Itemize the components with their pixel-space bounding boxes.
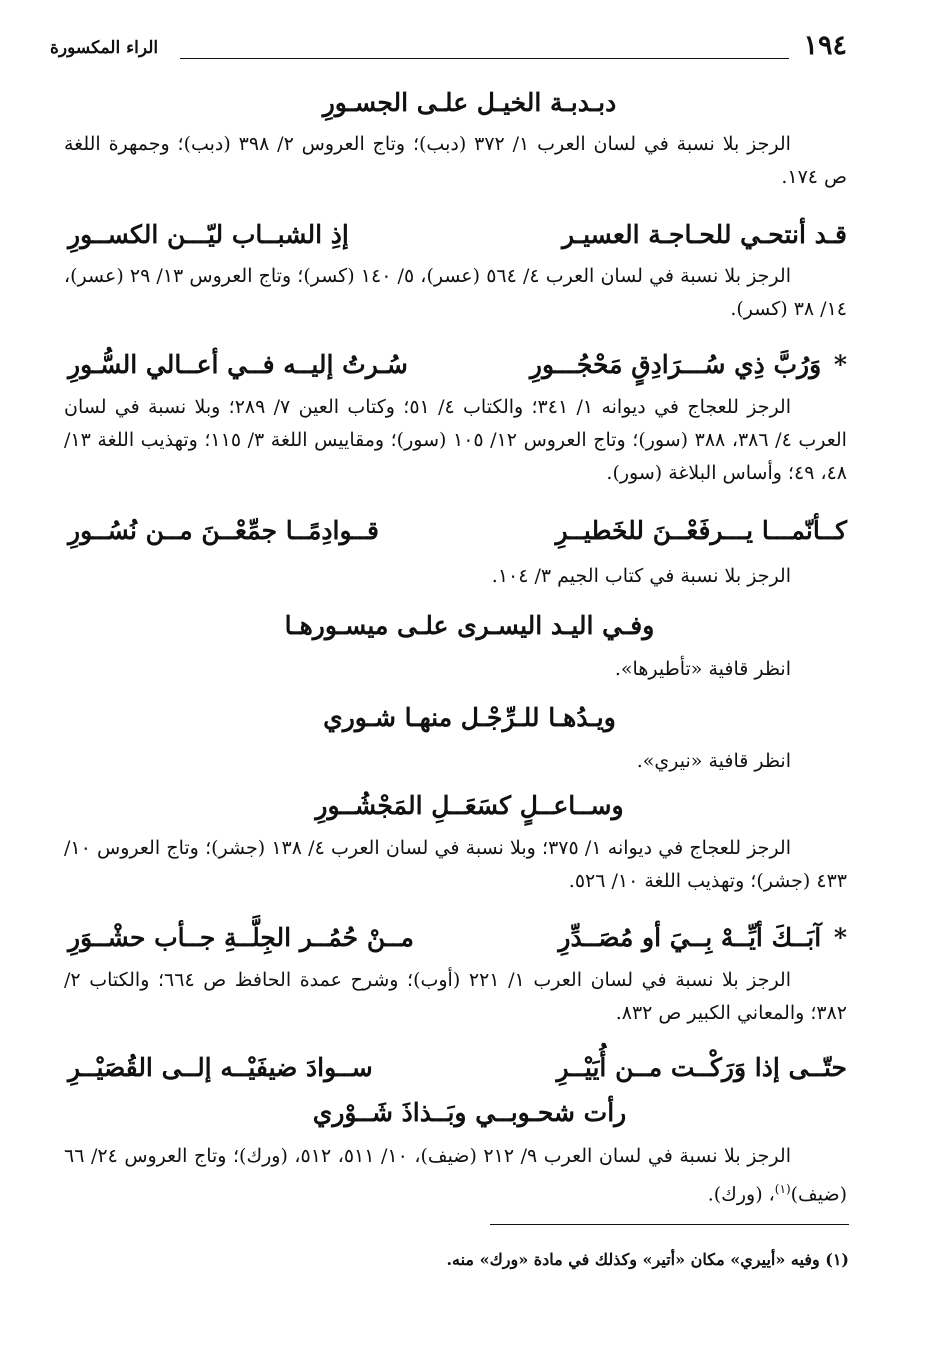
note-text: انظر قافية «نيري». xyxy=(636,750,791,772)
verse-note xyxy=(64,832,847,898)
verse-hemistich-right: وَرُبَّ ذِي سُـــرَادِقٍ مَحْجُـــورِ xyxy=(529,350,822,379)
section-title: الراء المكسورة xyxy=(50,38,159,58)
verse-note xyxy=(64,1140,847,1211)
verse-note xyxy=(64,391,847,490)
verse-hemistich-left: قــوادِمًــا جمِّعْــنَ مــن نُسُــورِ xyxy=(68,516,379,545)
verse-note xyxy=(64,560,847,593)
footnote-rule xyxy=(490,1224,849,1225)
footnote-marker: (١) xyxy=(774,1182,791,1196)
note-text: الرجز للعجاج في ديوانه ١/ ٣٤١؛ والكتاب ٤/ ٥١؛ وكتاب العين ٧/ ٢٨٩؛ وبلا نسبة في لسان العرب ٤/ ٣٨٦، ٣٨٨ (سور)؛ وتاج العروس ١٢/ ١٠٥ (سور)؛ ومقاييس اللغة ٣/ ١١٥؛ وتهذيب اللغة ١٣/ ٤٨، ٤٩؛ وأساس البلاغة (سور). xyxy=(64,396,847,484)
footnote: (١) وفيه «أييري» مكان «أتير» وكذلك في مادة «ورك» منه. xyxy=(446,1250,849,1269)
verse-line xyxy=(68,352,847,377)
running-header xyxy=(50,30,847,68)
verse-text: وســاعــلٍ كسَعَــلِ المَجْشُــورِ xyxy=(315,791,624,820)
star-marker: * xyxy=(833,350,847,379)
verse-text: وفـي اليـد اليسـرى علـى ميسـورهـا xyxy=(284,611,655,640)
verse-line xyxy=(120,793,819,818)
star-marker: * xyxy=(833,923,847,952)
verse-line xyxy=(68,222,847,247)
verse-note xyxy=(64,745,847,778)
note-text: الرجز بلا نسبة في لسان العرب ١/ ٢٢١ (أوب)؛ وشرح عمدة الحافظ ص ٦٦٤؛ والكتاب ٢/ ٣٨٢؛ والمعاني الكبير ص ٨٣٢. xyxy=(64,969,847,1024)
verse-line xyxy=(120,90,819,115)
verse-line xyxy=(68,1055,847,1080)
note-text-part: ، (ورك). xyxy=(707,1183,775,1206)
verse-text: رأت شحـوبــي وبَــذاذَ شَــوْري xyxy=(312,1098,627,1127)
note-text: الرجز بلا نسبة في لسان العرب ٤/ ٥٦٤ (عسر)، ٥/ ١٤٠ (كسر)؛ وتاج العروس ١٣/ ٢٩ (عسر)، ١٤/ ٣٨ (كسر). xyxy=(64,265,847,320)
verse-line xyxy=(120,613,819,638)
note-text: الرجز للعجاج في ديوانه ١/ ٣٧٥؛ وبلا نسبة في لسان العرب ٤/ ١٣٨ (جشر)؛ وتاج العروس ١٠/ ٤٣٣ (جشر)؛ وتهذيب اللغة ١٠/ ٥٢٦. xyxy=(64,837,847,892)
note-text: انظر قافية «تأطيرها». xyxy=(614,658,791,680)
verse-text: ويـدُهـا للـرِّجْـل منهـا شـوري xyxy=(323,703,616,732)
verse-line xyxy=(68,925,847,950)
note-text-part: الرجز بلا نسبة في لسان العرب ٩/ ٢١٢ (ضيف)، ١٠/ ٥١١، ٥١٢، (ورك)؛ وتاج العروس ٢٤/ ٦٦ (ضيف) xyxy=(64,1145,847,1206)
verse-line xyxy=(120,1100,819,1125)
header-rule xyxy=(180,58,789,59)
verse-hemistich-left: مــنْ حُمُــر الجِلَّــةِ جــأب حشْــوَرِ xyxy=(68,923,414,952)
verse-hemistich-left: سُـرتُ إليــه فــي أعــالي السُّـورِ xyxy=(68,350,408,379)
verse-hemistich-right: آبَــكَ أيِّــهْ بِــيَ أو مُصَــدِّرِ xyxy=(558,923,822,952)
note-text: الرجز بلا نسبة في لسان العرب ١/ ٣٧٢ (دبب)؛ وتاج العروس ٢/ ٣٩٨ (دبب)؛ وجمهرة اللغة ص ١٧٤. xyxy=(64,133,847,188)
verse-text: دبـدبـة الخيـل علـى الجسـورِ xyxy=(322,88,617,117)
verse-hemistich-left: ســوادَ ضيفَيْــه إلــى القُصَيْــرِ xyxy=(68,1053,373,1082)
verse-note xyxy=(64,260,847,326)
verse-line xyxy=(120,705,819,730)
note-text: الرجز بلا نسبة في كتاب الجيم ٣/ ١٠٤. xyxy=(491,565,791,587)
page-number: ١٩٤ xyxy=(803,30,847,61)
verse-note xyxy=(64,964,847,1030)
verse-hemistich-right: قـد أنتحـي للحـاجـة العسيـر xyxy=(562,220,847,249)
verse-hemistich-left: إذِ الشبــاب ليّـــن الكســورِ xyxy=(68,220,349,249)
verse-note xyxy=(64,653,847,686)
note-text xyxy=(64,1140,847,1211)
verse-note xyxy=(64,128,847,194)
verse-hemistich-right: حتّــى إذا وَرَكْــت مــن أُيَيْــرِ xyxy=(556,1053,847,1082)
verse-hemistich-right: كــأنّمـــا يـــرفَعْــنَ للخَطيــرِ xyxy=(555,516,847,545)
verse-line xyxy=(68,518,847,543)
